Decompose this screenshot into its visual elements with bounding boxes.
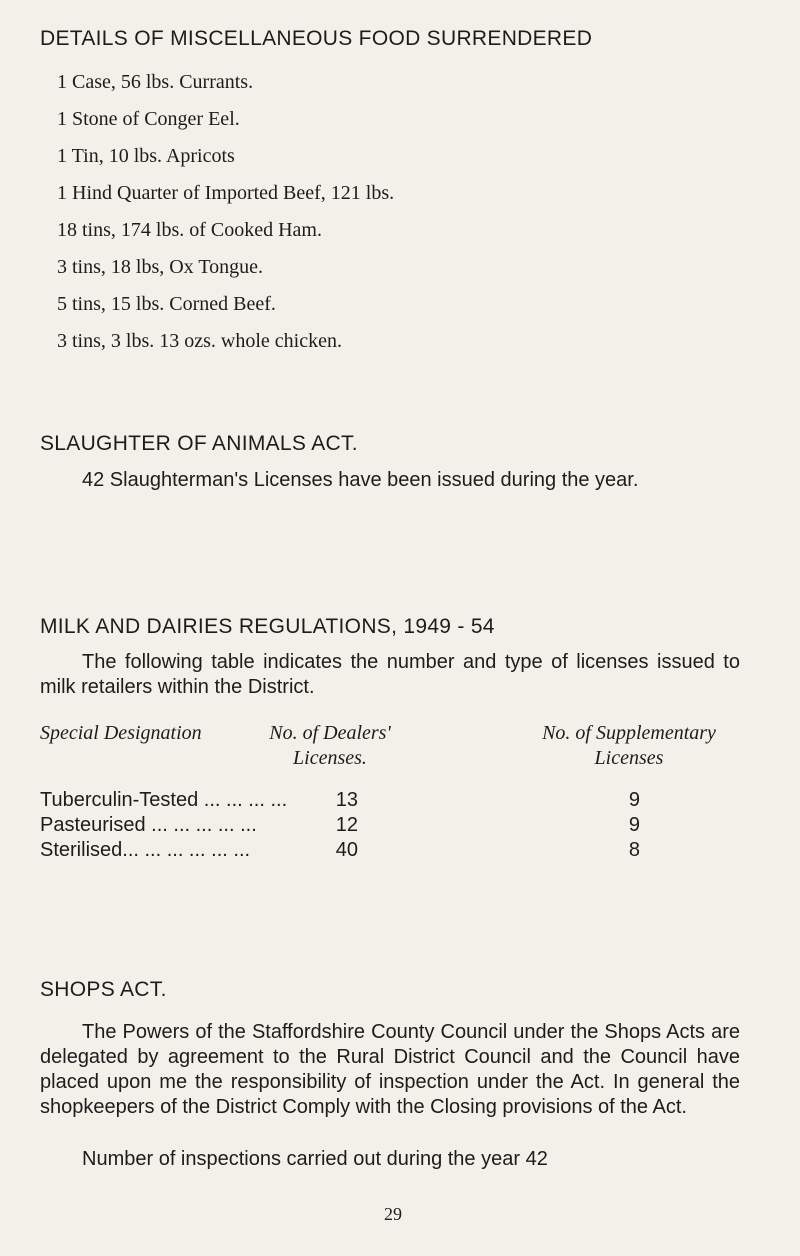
dealers-header bbox=[255, 721, 405, 771]
slaughter-paragraph bbox=[40, 468, 740, 493]
shops-inspections-paragraph bbox=[40, 1147, 740, 1172]
row-designation: Tuberculin-Tested ... ... ... ... bbox=[40, 789, 288, 811]
milk-intro: The following table indicates the number and type of licenses issued to milk retailers within the District. bbox=[40, 651, 740, 698]
food-item: 1 Stone of Conger Eel. bbox=[57, 108, 240, 130]
food-item: 3 tins, 3 lbs. 13 ozs. whole chicken. bbox=[57, 330, 342, 352]
row-designation: Pasteurised ... ... ... ... ... bbox=[40, 814, 257, 836]
dealers-header-line2: Licenses. bbox=[293, 747, 367, 769]
shops-heading: SHOPS ACT. bbox=[40, 978, 167, 1001]
shops-inspections: Number of inspections carried out during the year 42 bbox=[82, 1148, 548, 1170]
slaughter-body: 42 Slaughterman's Licenses have been issued during the year. bbox=[82, 469, 639, 491]
misc-food-heading: DETAILS OF MISCELLANEOUS FOOD SURRENDERED bbox=[40, 27, 593, 50]
food-item: 1 Tin, 10 lbs. Apricots bbox=[57, 145, 235, 167]
food-item: 5 tins, 15 lbs. Corned Beef. bbox=[57, 293, 276, 315]
food-item: 1 Case, 56 lbs. Currants. bbox=[57, 71, 254, 93]
food-item: 18 tins, 174 lbs. of Cooked Ham. bbox=[57, 219, 322, 241]
row-designation: Sterilised... ... ... ... ... ... bbox=[40, 839, 251, 861]
shops-body: The Powers of the Staffordshire County Council under the Shops Acts are delegated by agreement to the Rural District Council and the Council have placed upon me the responsibility of inspection under the Act. In general the shopkeepers of the District Comply with the Closing provisions of the Act. bbox=[40, 1021, 740, 1118]
row-dealers-count: 40 bbox=[335, 839, 358, 861]
row-dealers-count: 12 bbox=[335, 814, 358, 836]
supplementary-header-line1: No. of Supplementary bbox=[542, 722, 716, 744]
supplementary-header-line2: Licenses bbox=[594, 747, 664, 769]
food-item: 3 tins, 18 lbs, Ox Tongue. bbox=[57, 256, 264, 278]
page-number: 29 bbox=[384, 1204, 402, 1224]
row-dealers-count: 13 bbox=[335, 789, 358, 811]
designation-header: Special Designation bbox=[40, 722, 202, 744]
row-supplementary-count: 8 bbox=[628, 839, 640, 861]
shops-paragraph bbox=[40, 1020, 740, 1120]
slaughter-heading: SLAUGHTER OF ANIMALS ACT. bbox=[40, 432, 358, 455]
milk-intro-paragraph bbox=[40, 650, 740, 700]
row-supplementary-count: 9 bbox=[628, 789, 640, 811]
food-item: 1 Hind Quarter of Imported Beef, 121 lbs. bbox=[57, 182, 395, 204]
milk-heading: MILK AND DAIRIES REGULATIONS, 1949 - 54 bbox=[40, 615, 495, 638]
supplementary-header bbox=[518, 721, 740, 771]
dealers-header-line1: No. of Dealers' bbox=[269, 722, 391, 744]
row-supplementary-count: 9 bbox=[628, 814, 640, 836]
